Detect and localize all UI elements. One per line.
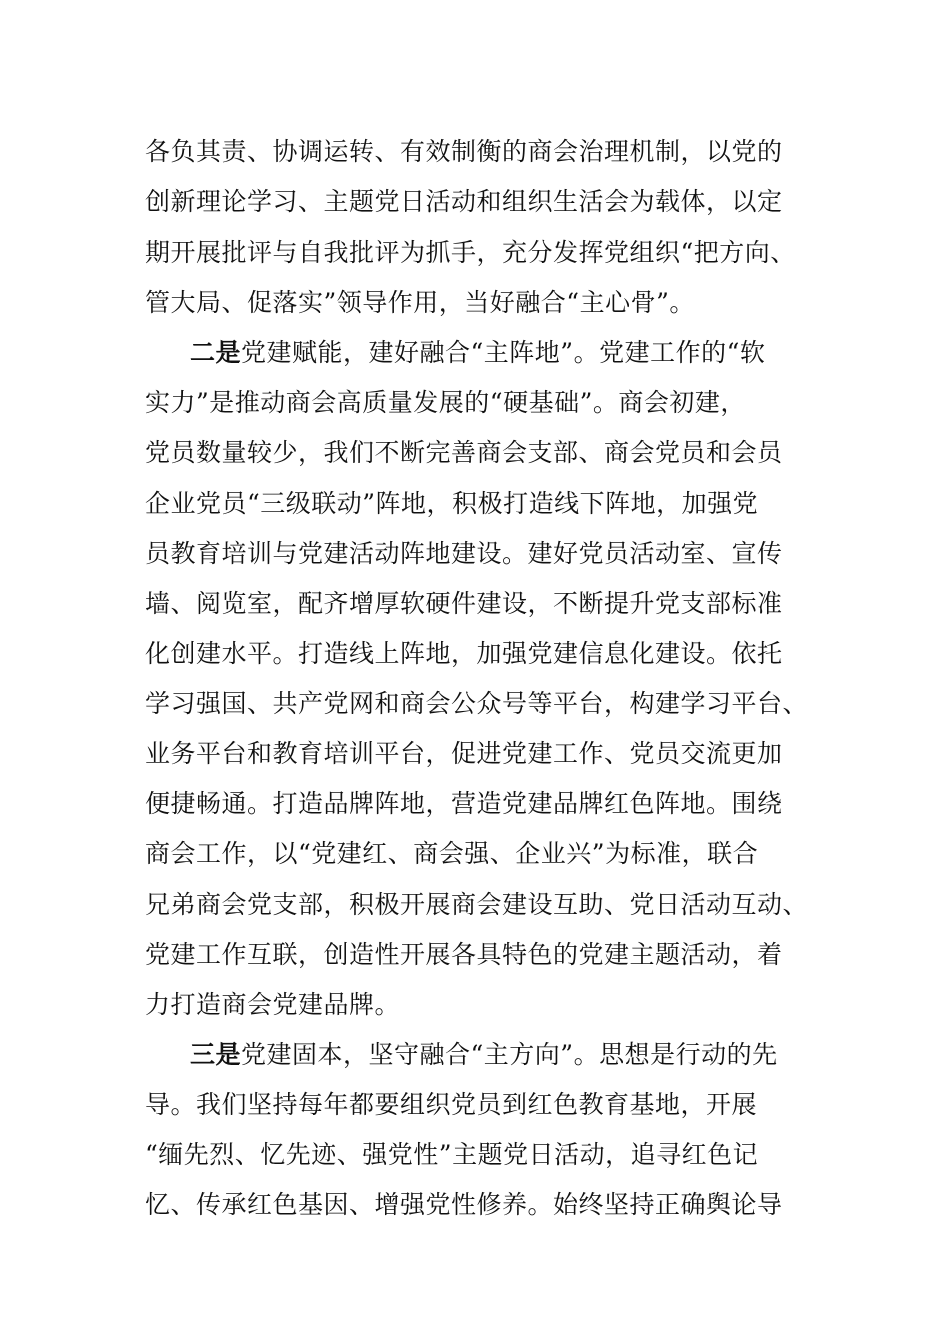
paragraph-2-line-6: 墙、阅览室，配齐增厚软硬件建设，不断提升党支部标准 bbox=[145, 589, 783, 618]
paragraph-2-line-11: 商会工作，以“党建红、商会强、企业兴”为标准，联合 bbox=[145, 839, 759, 868]
paragraph-2-line-12: 兄弟商会党支部，积极开展商会建设互助、党日活动互动、 bbox=[145, 890, 809, 919]
paragraph-2-line-13: 党建工作互联，创造性开展各具特色的党建主题活动，着 bbox=[145, 940, 783, 969]
paragraph-3-first-line-text: 党建固本，坚守融合“主方向”。思想是行动的先 bbox=[241, 1040, 778, 1069]
paragraph-2-line-4: 企业党员“三级联动”阵地，积极打造线下阵地，加强党 bbox=[145, 489, 759, 518]
paragraph-1-line-3: 期开展批评与自我批评为抓手，充分发挥党组织“把方向、 bbox=[145, 238, 796, 267]
paragraph-3-lead: 三是 bbox=[190, 1040, 242, 1069]
paragraph-2-line-10: 便捷畅通。打造品牌阵地，营造党建品牌红色阵地。围绕 bbox=[145, 789, 783, 818]
paragraph-3-line-3: “缅先烈、忆先迹、强党性”主题党日活动，追寻红色记 bbox=[145, 1140, 759, 1169]
paragraph-2-line-1 bbox=[190, 336, 765, 370]
paragraph-3-line-2: 导。我们坚持每年都要组织党员到红色教育基地，开展 bbox=[145, 1090, 758, 1119]
paragraph-3-line-1 bbox=[190, 1038, 778, 1072]
paragraph-1-line-1: 各负其责、协调运转、有效制衡的商会治理机制，以党的 bbox=[145, 137, 783, 166]
paragraph-2-first-line-text: 党建赋能，建好融合“主阵地”。党建工作的“软 bbox=[241, 338, 766, 367]
paragraph-2-line-2: 实力”是推动商会高质量发展的“硬基础”。商会初建， bbox=[145, 388, 746, 417]
paragraph-2-line-7: 化创建水平。打造线上阵地，加强党建信息化建设。依托 bbox=[145, 639, 783, 668]
paragraph-2-line-8: 学习强国、共产党网和商会公众号等平台，构建学习平台、 bbox=[145, 689, 809, 718]
paragraph-1-line-2: 创新理论学习、主题党日活动和组织生活会为载体，以定 bbox=[145, 187, 783, 216]
paragraph-2-line-3: 党员数量较少，我们不断完善商会支部、商会党员和会员 bbox=[145, 438, 783, 467]
paragraph-3-line-4: 忆、传承红色基因、增强党性修养。始终坚持正确舆论导 bbox=[145, 1190, 783, 1219]
paragraph-2-lead: 二是 bbox=[190, 338, 242, 367]
paragraph-2-line-14: 力打造商会党建品牌。 bbox=[145, 990, 401, 1019]
paragraph-1-line-4: 管大局、促落实”领导作用，当好融合“主心骨”。 bbox=[145, 288, 695, 317]
paragraph-2-line-9: 业务平台和教育培训平台，促进党建工作、党员交流更加 bbox=[145, 739, 783, 768]
paragraph-2-line-5: 员教育培训与党建活动阵地建设。建好党员活动室、宣传 bbox=[145, 539, 783, 568]
